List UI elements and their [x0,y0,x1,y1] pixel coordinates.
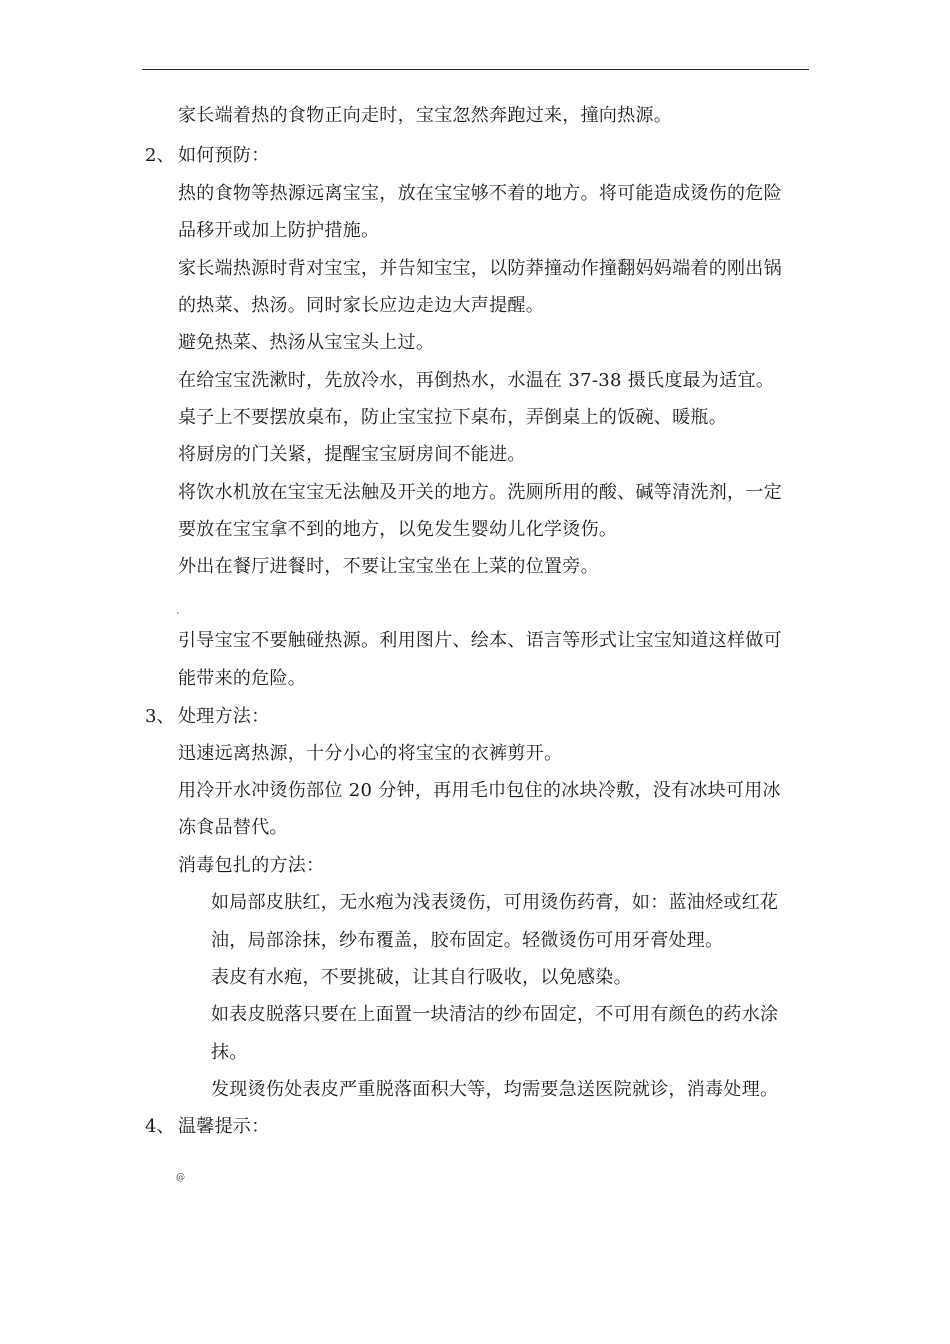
section-3-sub-line: 发现烫伤处表皮严重脱落面积大等，均需要急送医院就诊，消毒处理。 [211,1079,779,1100]
section-2-line: 避免热菜、热汤从宝宝头上过。 [178,332,435,353]
section-3-sub-line: 抹。 [211,1042,248,1063]
section-2-heading: 如何预防： [178,145,270,166]
section-2-line: 桌子上不要摆放桌布，防止宝宝拉下桌布，弄倒桌上的饭碗、暖瓶。 [178,407,727,428]
section-2-line: 将饮水机放在宝宝无法触及开关的地方。洗厕所用的酸、碱等清洗剂，一定 [178,482,782,503]
section-3-sub-line: 如局部皮肤红，无水疱为浅表烫伤，可用烫伤药膏，如：蓝油烃或红花 [211,892,779,913]
section-2-line: 要放在宝宝拿不到的地方，以免发生婴幼儿化学烫伤。 [178,519,618,540]
section-3-line: 迅速远离热源，十分小心的将宝宝的衣裤剪开。 [178,743,563,764]
section-3-sub-line: 如表皮脱落只要在上面置一块清洁的纱布固定，不可用有颜色的药水涂 [211,1004,779,1025]
section-2-line: 将厨房的门关紧，提醒宝宝厨房间不能进。 [178,444,526,465]
intro-line: 家长端着热的食物正向走时，宝宝忽然奔跑过来，撞向热源。 [178,105,673,126]
section-2-line: 品移开或加上防护措施。 [178,220,380,241]
section-4-heading: 温馨提示： [178,1116,270,1137]
section-3-sub-line: 油，局部涂抹，纱布覆盖，胶布固定。轻微烫伤可用牙膏处理。 [211,930,724,951]
section-2-line: 热的食物等热源远离宝宝，放在宝宝够不着的地方。将可能造成烫伤的危险 [178,183,782,204]
section-3-line: 消毒包扎的方法： [178,855,325,876]
section-2-line: 在给宝宝洗漱时，先放冷水，再倒热水，水温在 37-38 摄氏度最为适宜。 [178,370,775,391]
section-3-number: 3、 [145,706,175,727]
section-3-line: 冻食品替代。 [178,817,288,838]
stray-mark: @ [176,1173,185,1183]
section-2-tail-line: 能带来的危险。 [178,668,307,689]
section-3-sub-line: 表皮有水疱，不要挑破，让其自行吸收，以免感染。 [211,967,632,988]
section-2-number: 2、 [145,145,175,166]
section-2-tail-line: 引导宝宝不要触碰热源。利用图片、绘本、语言等形式让宝宝知道这样做可 [178,630,782,651]
stray-mark: ` [176,613,181,623]
section-3-heading: 处理方法： [178,706,270,727]
section-4-number: 4、 [145,1116,175,1137]
section-2-line: 的热菜、热汤。同时家长应边走边大声提醒。 [178,295,544,316]
section-2-line: 外出在餐厅进餐时，不要让宝宝坐在上菜的位置旁。 [178,556,599,577]
section-3-line: 用冷开水冲烫伤部位 20 分钟，再用毛巾包住的冰块冷敷，没有冰块可用冰 [178,780,781,801]
section-2-line: 家长端热源时背对宝宝，并告知宝宝，以防莽撞动作撞翻妈妈端着的刚出锅 [178,258,782,279]
header-rule [142,69,809,70]
